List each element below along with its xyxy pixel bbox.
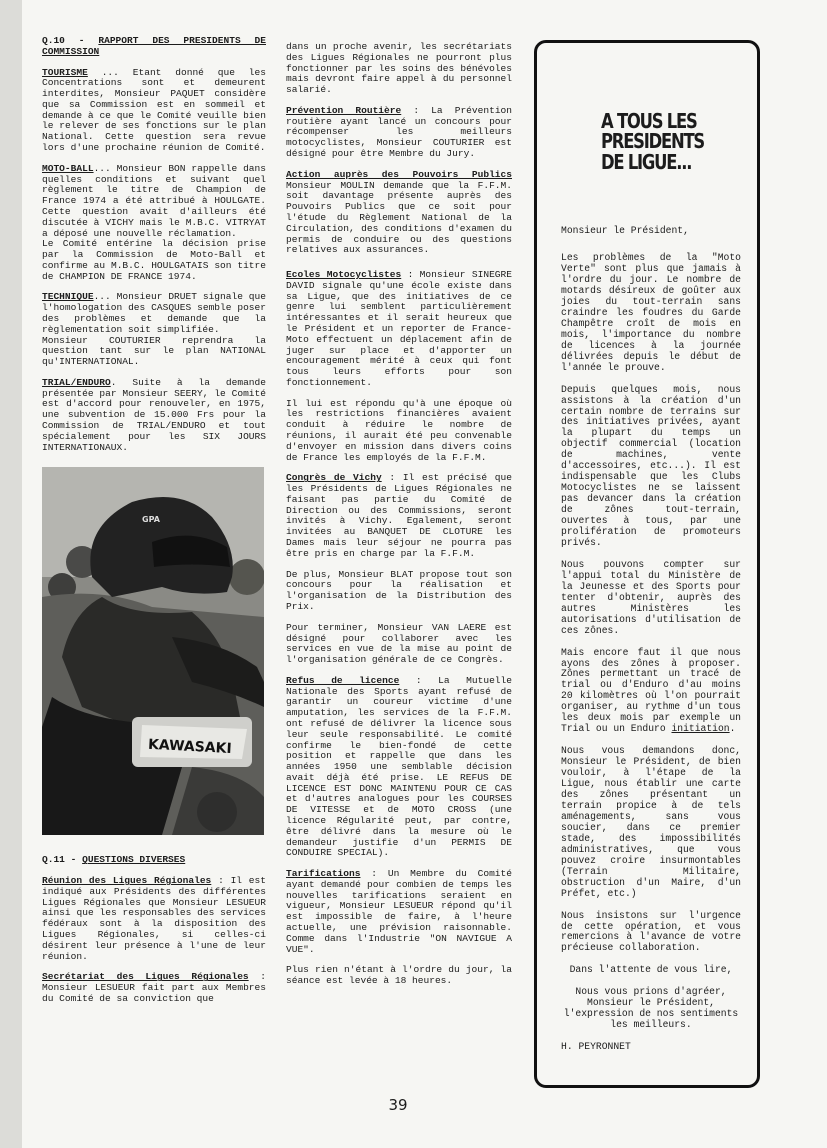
letter-frame [534,40,760,1088]
letter-paragraph-3: Nous pouvons compter sur l'appui total du Ministère de la Jeunesse et des Sports pour tenter d'obtenir, auprès des autres Ministères les autorisations d'utilisation de ces zônes. [561,558,741,636]
action-paragraph: Action auprès des Pouvoirs Publics Monsieur MOULIN demande que la F.F.M. soit davantage présente auprès des Pouvoirs Publics que ce soit pour l'étude du Règlement National de la Circulation, des conditions d'examen du permis de conduire ou des questions relatives aux assurances. [286,168,512,256]
column-left [42,36,266,1015]
letter-paragraph-8: Nous vous prions d'agréer, Monsieur le Président, l'expression de nos sentiments les meilleurs. [563,986,739,1031]
letter-paragraph-7: Dans l'attente de vous lire, [569,964,733,976]
tarifications-paragraph: Tarifications : Un Membre du Comité ayant demandé pour combien de temps les nouvelles tarifications seraient en vigueur, Monsieur LESUEUR répond qu'il est impossible de faire, à l'heure actuelle, une prévision raisonnable. Comme dans l'Industrie "ON NAVIGUE A VUE". [286,868,512,955]
bike-lettering: KAWASAKI [147,737,233,758]
trial-paragraph: TRIAL/ENDURO. Suite à la demande présentée par Monsieur SEERY, le Comité est d'accord pour renouveler, en 1975, une subvention de 15.000 Frs pour la Commission de TRIAL/ENDURO et tout spécialement pour les SIX JOURS INTERNATIONAUX. [42,376,266,453]
letter-paragraph-1: Les problèmes de la "Moto Verte" sont plus que jamais à l'ordre du jour. Le nombre de motards désireux de goûter aux joies du tout-terrain sans craindre les foudres du Garde Champêtre croît de mois en mois, l'importance du nombre de licences à la journée délivrées depuis le début de l'année le prouve. [561,252,741,373]
q11-heading: Q.11 - QUESTIONS DIVERSES [42,854,186,866]
closing-paragraph: Plus rien n'étant à l'ordre du jour, la séance est levée à 18 heures. [286,964,512,987]
congres-paragraph: Congrès de Vichy : Il est précisé que les Présidents de Ligues Régionales ne faisant pas partie du Comité de Direction ou des Commissions, seront invités à Vichy. Egalement, seront invitées au BANQUET DE CLOTURE les Dames mais leur séjour ne pourra pas être pris en charge par la F.F.M. [286,472,512,559]
motoball-paragraph-2: Le Comité entérine la décision prise par la Commission de Moto-Ball et confirme au M.B.C. HOULGATAIS son titre de CHAMPION DE FRANCE 1974. [42,238,266,282]
secretariat-continued: dans un proche avenir, les secrétariats des Ligues Régionales ne pourront plus fonctionner par les soins des bénévoles mais devront faire appel à du personnel salarié. [286,41,512,96]
letter-signature: H. PEYRONNET [561,1041,631,1053]
letter-paragraph-5: Nous vous demandons donc, Monsieur le Président, de bien vouloir, à l'étape de la Ligue, nous établir une carte des zônes présentant un terrain propice à de tels aménagements, sans vous soucier, dans ce premier stade, des impossibilités administratives, que vous pouvez croire insurmontables (Terrain Militaire, obstruction d'un Maire, d'un Préfet, etc.) [561,745,741,899]
motorcyclist-illustration [42,467,264,835]
prevention-paragraph: Prévention Routière : La Prévention routière ayant lancé un concours pour récompenser les meilleurs motocyclistes, Monsieur COUTURIER est désigné pour être Membre du Jury. [286,104,513,160]
letter-paragraph-6: Nous insistons sur l'urgence de cette opération, et vous remercions à l'avance de votre précieuse collaboration. [561,909,741,954]
refus-paragraph: Refus de licence : La Mutuelle Nationale des Sports ayant refusé de garantir un coureur victime d'une amputation, les services de la F.F.M. ont refusé de délivrer la licence sous leur seule responsabilité. Le comité confirme le bien-fondé de cette position et rappelle que dans les années 1950 une semblable décision avait déjà été prise. LE REFUS DE LICENCE EST DONC MAINTENU POUR CE CAS et d'autres analogues pour les COURSES DE VITESSE et de MOTO CROSS (une licence Régularité peut, par contre, être délivré dans la mesure où le demandeur justifie d'un PERMIS DE CONDUIRE SPECIAL). [286,674,512,859]
secretariat-paragraph: Secrétariat des Ligues Régionales : Monsieur LESUEUR fait part aux Membres du Comité de sa conviction que [42,971,266,1004]
page-edge [0,0,22,1148]
vanlaere-paragraph: Pour terminer, Monsieur VAN LAERE est désigné pour collaborer avec les services en vue de la mise au point de l'organisation générale de ce Congrès. [286,621,512,666]
blat-paragraph: De plus, Monsieur BLAT propose tout son concours pour la réalisation et l'organisation de la Distribution des Prix. [286,568,512,612]
ecoles-reply: Il lui est répondu qu'à une époque où les restrictions financières avaient conduit à réduire le nombre de réunions, il aurait été peu convenable d'envoyer en mission dans divers coins de France les employés de la F.F.M. [286,397,512,463]
page-number: 39 [388,1096,408,1114]
letter-body [561,226,741,1053]
tourisme-paragraph: TOURISME ... Etant donné que les Concentrations sont et demeurent interdites, Monsieur PAQUET considère que sa Commission est en sommeil et demande à ce que le Comité veuille bien le relever de ses fonctions sur le plan National. Cette question sera revue lors d'une prochaine réunion de Comité. [42,66,266,154]
motorcyclist-photo [42,467,264,835]
motoball-paragraph: MOTO-BALL... Monsieur BON rappelle dans quelles conditions et suivant quel règlement le titre de Champion de France 1974 a été attribué à HOULGATE. Cette question avait d'ailleurs été discutée à VICHY mais le M.B.C. VITRYAT a déposé une nouvelle réclamation. [42,162,266,239]
technique-paragraph: TECHNIQUE... Monsieur DRUET signale que l'homologation des CASQUES semble poser des problèmes et demande que la règlementation soit simplifiée. [42,291,266,335]
q10-heading: Q.10 - RAPPORT DES PRESIDENTS DE COMMISSION [42,35,266,57]
letter-salutation: Monsieur le Président, [561,225,689,237]
helmet-lettering: GPA [142,515,160,525]
letter-paragraph-4: Mais encore faut il que nous ayons des zônes à proposer. Zônes permettant un tracé de trial ou d'Enduro d'au moins 20 kilomètres où l'on pourrait organiser, au rythme d'un tous les deux mois par exemple un Trial ou un Enduro initiation. [561,646,741,735]
column-middle [286,42,512,997]
reunion-paragraph: Réunion des Ligues Régionales : Il est indiqué aux Présidents des différentes Ligues Régionales que Monsieur LESUEUR ainsi que les responsables des services fédéraux sont à la disposition des Ligues Régionales, si celles-ci désirent leur présence à l'une de leur réunion. [42,875,266,962]
technique-paragraph-2: Monsieur COUTURIER reprendra la question tant sur le plan NATIONAL qu'INTERNATIONAL. [42,334,266,368]
letter-paragraph-2: Depuis quelques mois, nous assistons à la création d'un certain nombre de terrains sur des initiatives privées, ayant la plupart du temps un objectif commercial (location de machines, vente d'accessoires, etc...). Il est indispensable que les Clubs Motocyclistes ne se laissent pas devancer dans la création de zônes tout-terrain, ouvertes à tous, par une prolifération de promoteurs privés. [561,383,741,548]
ecoles-paragraph: Ecoles Motocyclistes : Monsieur SINEGRE DAVID signale qu'une école existe dans sa Ligue, que des initiatives de ce genre lui semblent particulièrement intéressantes et il serait heureux que le Président et un reporter de France-Moto effectuent un déplacement afin de juger sur place et d'apporter un encouragement mérité à ceux qui font tous leurs efforts pour son fonctionnement. [286,269,512,388]
letter-title: A TOUS LES PRESIDENTS DE LIGUE... [601,109,705,174]
